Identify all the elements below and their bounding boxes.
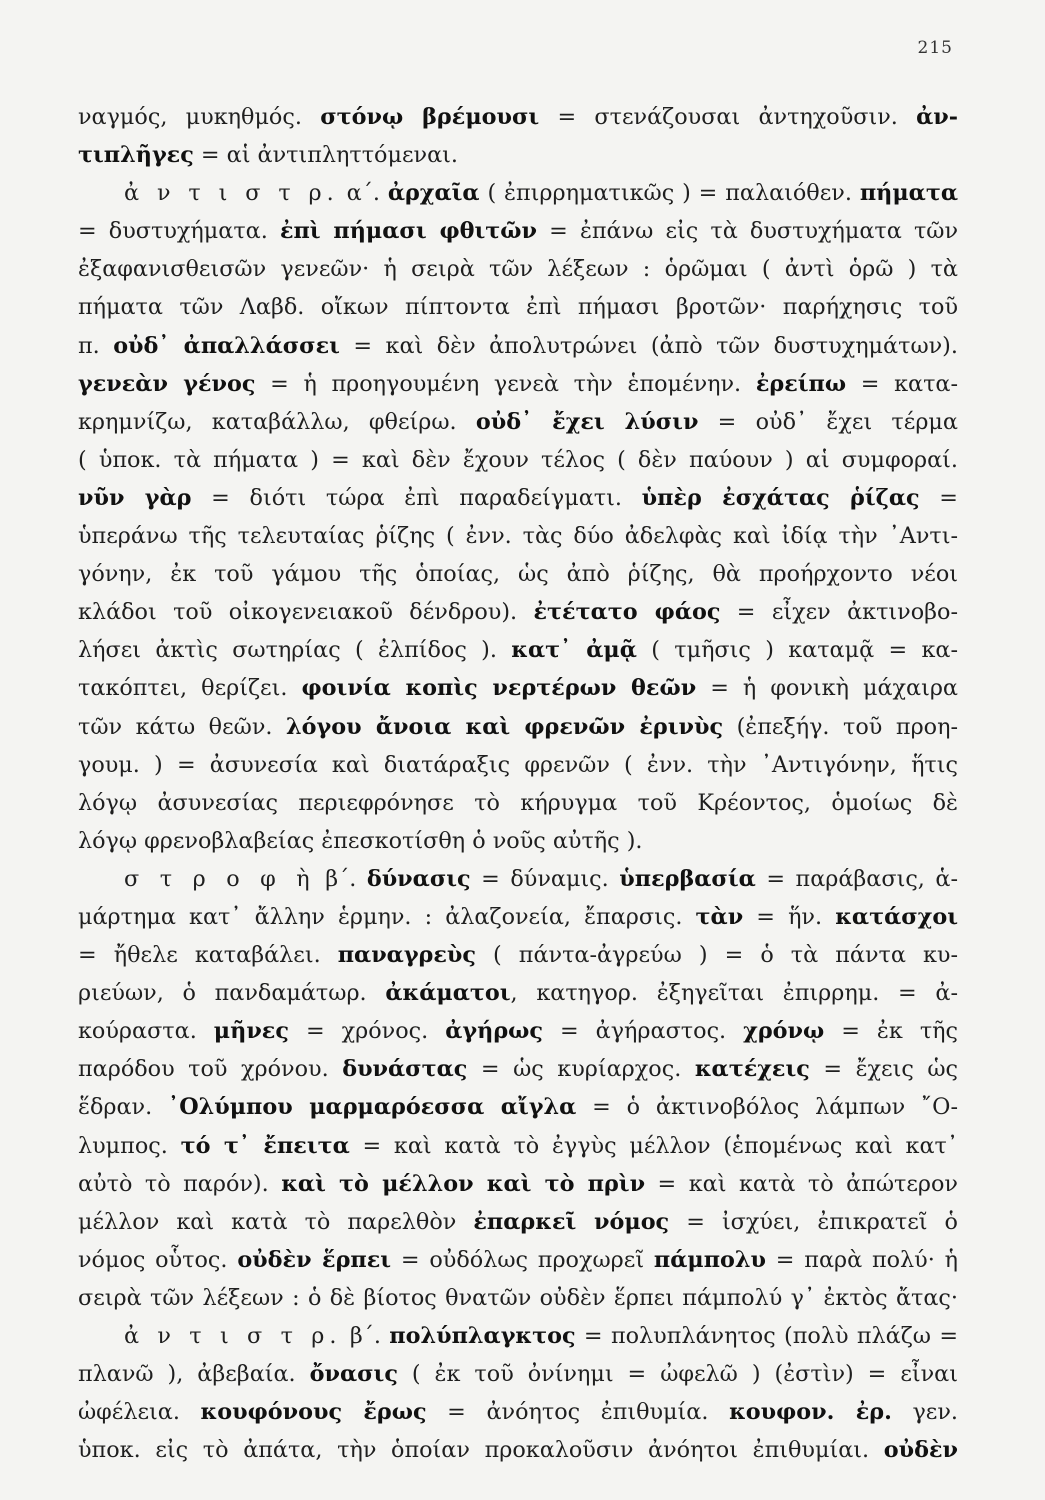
gloss-text: = ἡ φονικὴ μάχαιρα (696, 675, 958, 702)
gloss-text: = κατα- (846, 370, 959, 397)
lemma-term: παναγρεὺς (337, 942, 476, 969)
text-line (78, 136, 958, 174)
lemma-term: στόνῳ βρέμουσι (320, 104, 540, 130)
gloss-text: πήματα τῶν Λαβδ. οἴκων πίπτοντα ἐπὶ πήμασι βροτῶν· παρήχησις τοῦ (78, 294, 958, 321)
text-line (78, 708, 958, 746)
text-line (78, 1127, 958, 1165)
gloss-text: α΄. (338, 180, 388, 207)
gloss-text: , κατηγορ. ἐξηγεῖται ἐπιρρημ. = ἀ- (510, 980, 958, 1007)
lemma-term: οὐδ᾽ ἔχει λύσιν (475, 408, 699, 435)
gloss-text: ἀ ν τ ι σ τ ρ. (124, 1323, 342, 1349)
text-line (78, 1203, 958, 1241)
gloss-text: β΄. (341, 1323, 390, 1349)
gloss-text: σ τ ρ ο φ ὴ (124, 865, 315, 892)
gloss-text: σειρὰ τῶν λέξεων : ὁ δὲ βίοτος θνατῶν οὐδὲν ἕρπει πάμπολύ γ᾽ ἐκτὸς ἄτας· (78, 1284, 958, 1311)
text-line (78, 860, 958, 898)
gloss-text: = εἶχεν ἀκτινοβο- (720, 599, 958, 626)
text-line (78, 593, 958, 631)
gloss-text: (ἐπεξήγ. τοῦ προη- (723, 713, 958, 740)
gloss-text: γόνην, ἐκ τοῦ γάμου τῆς ὁποίας, ὡς ἀπὸ ῥίζης, θὰ προήρχοντο νέοι (78, 561, 958, 588)
lemma-term: τό τ᾽ ἔπειτα (180, 1132, 350, 1159)
gloss-text: = οὐδόλως προχωρεῖ (391, 1246, 654, 1273)
gloss-text: αὐτὸ τὸ παρόν). (78, 1170, 282, 1197)
gloss-text: νόμος οὗτος. (78, 1246, 238, 1273)
lemma-term: κατ᾽ ἀμᾷ (511, 637, 637, 664)
lemma-term: γενεὰν γένος (78, 370, 256, 397)
text-line (78, 1241, 958, 1279)
text-line (78, 212, 958, 250)
gloss-text: παρόδου τοῦ χρόνου. (78, 1056, 343, 1083)
lemma-term: ἀκάματοι (385, 980, 511, 1007)
gloss-text: ἕδραν. (78, 1094, 169, 1121)
lemma-term: πάμπολυ (653, 1246, 766, 1273)
lemma-term: μῆνες (213, 1018, 289, 1045)
lemma-term: ἀν- (916, 104, 959, 130)
lemma-term: πολύπλαγκτος (389, 1323, 576, 1349)
gloss-text: γουμ. ) = ἀσυνεσία καὶ διατάραξις φρενῶν ( ἐνν. τὴν ᾿Αντιγόνην, ἥτις (78, 751, 958, 778)
lemma-term: τιπλῆγες (78, 142, 194, 169)
gloss-text: = ὁ ἀκτινοβόλος λάμπων ῎Ο- (576, 1094, 958, 1121)
text-line (78, 1165, 958, 1203)
lemma-term: ἐπὶ πήμασι φθιτῶν (279, 218, 537, 245)
text-line (78, 936, 958, 974)
gloss-text: = καὶ κατὰ τὸ ἀπώτερον (645, 1170, 958, 1197)
text-line (78, 974, 958, 1012)
lemma-term: κουφόνους ἔρως (200, 1399, 427, 1426)
text-line (78, 517, 958, 555)
gloss-text: μέλλον καὶ κατὰ τὸ παρελθὸν (78, 1208, 474, 1235)
lemma-term: οὐδ᾽ ἀπαλλάσσει (113, 332, 340, 359)
text-line (78, 288, 958, 326)
text-line (78, 403, 958, 441)
gloss-text: β΄. (314, 865, 367, 892)
gloss-text: = (919, 484, 958, 511)
gloss-text: λόγῳ ἀσυνεσίας περιεφρόνησε τὸ κήρυγμα τοῦ Κρέοντος, ὁμοίως δὲ (78, 789, 958, 816)
gloss-text: λυμπος. (78, 1132, 181, 1159)
lemma-term: λόγου ἄνοια καὶ φρενῶν ἐρινὺς (286, 713, 724, 740)
gloss-text: = δύναμις. (470, 865, 620, 892)
lemma-term: οὐδὲν (883, 1437, 958, 1464)
gloss-text: = ἰσχύει, ἐπικρατεῖ ὁ (669, 1208, 958, 1235)
lemma-term: κατέχεις (694, 1056, 810, 1083)
text-line (78, 1088, 958, 1126)
gloss-text: π. (78, 332, 114, 359)
gloss-text: = πολυπλάνητος (πολὺ πλάζω = (575, 1323, 958, 1349)
text-line (78, 327, 958, 365)
lemma-term: καὶ τὸ μέλλον καὶ τὸ πρὶν (281, 1170, 646, 1197)
lemma-term: κατάσχοι (835, 903, 958, 930)
gloss-text: μάρτημα κατ᾽ ἄλλην ἑρμην. : ἀλαζονεία, ἔπαρσις. (78, 903, 696, 930)
gloss-text: = χρόνος. (288, 1018, 446, 1045)
lemma-term: ὄνασις (309, 1361, 398, 1388)
text-line (78, 555, 958, 593)
text-line (78, 746, 958, 784)
commentary-text (78, 98, 958, 1469)
text-line (78, 441, 958, 479)
gloss-text: ἀ ν τ ι σ τ ρ. (124, 180, 339, 207)
gloss-text: ( ἐπιρρηματικῶς ) = παλαιόθεν. (479, 180, 860, 207)
gloss-text: = ἀνόητος ἐπιθυμία. (426, 1399, 730, 1426)
gloss-text: κλάδοι τοῦ οἰκογενειακοῦ δένδρου). (78, 599, 534, 626)
gloss-text: = στενάζουσαι ἀντηχοῦσιν. (539, 104, 917, 130)
gloss-text: τακόπτει, θερίζει. (78, 675, 302, 702)
lemma-term: ἀρχαῖα (387, 180, 480, 207)
text-line (78, 822, 958, 860)
gloss-text: = αἱ ἀντιπληττόμεναι. (193, 142, 458, 169)
gloss-text: ναγμός, μυκηθμός. (78, 104, 321, 130)
gloss-text: = διότι τώρα ἐπὶ παραδείγματι. (191, 484, 642, 511)
text-line (78, 250, 958, 288)
text-line (78, 784, 958, 822)
gloss-text: = παράβασις, ἁ- (755, 865, 959, 892)
gloss-text: γεν. (891, 1399, 958, 1426)
gloss-text: ἐξαφανισθεισῶν γενεῶν· ἡ σειρὰ τῶν λέξεων : ὁρῶμαι ( ἀντὶ ὁρῶ ) τὰ (78, 256, 958, 283)
gloss-text: ριεύων, ὁ πανδαμάτωρ. (78, 980, 386, 1007)
lemma-term: ᾿Ολύμπου μαρμαρόεσσα αἴγλα (168, 1094, 577, 1121)
gloss-text: ( ἐκ τοῦ ὀνίνημι = ὠφελῶ ) (ἐστὶν) = εἶναι (397, 1361, 958, 1388)
text-line (78, 174, 958, 212)
gloss-text: τῶν κάτω θεῶν. (78, 713, 287, 740)
lemma-term: ἀγήρως (445, 1018, 543, 1045)
text-line (78, 1050, 958, 1088)
gloss-text: κρημνίζω, καταβάλλω, φθείρω. (78, 408, 476, 435)
lemma-term: κουφον. ἐρ. (729, 1399, 892, 1426)
text-line (78, 1393, 958, 1431)
text-line (78, 1279, 958, 1317)
text-line (78, 1317, 958, 1355)
lemma-term: ἐρείπω (755, 370, 847, 397)
lemma-term: ἐπαρκεῖ νόμος (473, 1208, 670, 1235)
lemma-term: ὑπὲρ ἐσχάτας ῥίζας (641, 484, 920, 511)
gloss-text: = καὶ κατὰ τὸ ἐγγὺς μέλλον (ἑπομένως καὶ κατ᾽ (349, 1132, 958, 1159)
lemma-term: φοινία κοπὶς νερτέρων θεῶν (301, 675, 697, 702)
lemma-term: ἐτέτατο φάος (533, 599, 721, 626)
gloss-text: ὠφέλεια. (78, 1399, 201, 1426)
gloss-text: πλανῶ ), ἀβεβαία. (78, 1361, 310, 1388)
text-line (78, 365, 958, 403)
text-line (78, 98, 958, 136)
gloss-text: = οὐδ᾽ ἔχει τέρμα (698, 408, 958, 435)
text-line (78, 479, 958, 517)
gloss-text: = ἔχεις ὡς (809, 1056, 959, 1083)
lemma-term: χρόνῳ (743, 1018, 825, 1045)
text-line (78, 898, 958, 936)
lemma-term: οὐδὲν ἕρπει (237, 1246, 392, 1273)
gloss-text: κούραστα. (78, 1018, 214, 1045)
gloss-text: ( τμῆσις ) καταμᾷ = κα- (636, 637, 958, 664)
text-line (78, 631, 958, 669)
text-line (78, 669, 958, 707)
gloss-text: = καὶ δὲν ἀπολυτρώνει (ἀπὸ τῶν δυστυχημάτων). (339, 332, 958, 359)
lemma-term: τὰν (695, 903, 744, 930)
lemma-term: δύνασις (366, 865, 471, 892)
text-line (78, 1012, 958, 1050)
page-number: 215 (917, 38, 953, 58)
gloss-text: = ἐπάνω εἰς τὰ δυστυχήματα τῶν (537, 218, 959, 245)
gloss-text: = δυστυχήματα. (78, 218, 280, 245)
gloss-text: = ἤθελε καταβάλει. (78, 942, 338, 969)
gloss-text: ὑποκ. εἰς τὸ ἀπάτα, τὴν ὁποίαν προκαλοῦσιν ἀνόητοι ἐπιθυμίαι. (78, 1437, 884, 1464)
gloss-text: = ἀγήραστος. (542, 1018, 744, 1045)
gloss-text: λήσει ἀκτὶς σωτηρίας ( ἐλπίδος ). (78, 637, 512, 664)
text-line (78, 1355, 958, 1393)
gloss-text: = παρὰ πολύ· ἡ (766, 1246, 958, 1273)
gloss-text: = ἐκ τῆς (824, 1018, 959, 1045)
gloss-text: λόγῳ φρενοβλαβείας ἐπεσκοτίσθη ὁ νοῦς αὐτῆς ). (78, 827, 643, 854)
lemma-term: νῦν γὰρ (78, 484, 192, 511)
gloss-text: ( πάντα-ἀγρεύω ) = ὁ τὰ πάντα κυ- (475, 942, 958, 969)
gloss-text: = ἡ προηγουμένη γενεὰ τὴν ἑπομένην. (255, 370, 756, 397)
gloss-text: = ὡς κυρίαρχος. (467, 1056, 695, 1083)
gloss-text: = ἥν. (743, 903, 836, 930)
lemma-term: δυνάστας (342, 1056, 468, 1083)
text-line (78, 1431, 958, 1469)
gloss-text: ( ὑποκ. τὰ πήματα ) = καὶ δὲν ἔχουν τέλος ( δὲν παύουν ) αἱ συμφοραί. (78, 446, 958, 473)
lemma-term: πήματα (859, 180, 958, 207)
lemma-term: ὑπερβασία (619, 865, 756, 892)
gloss-text: ὑπεράνω τῆς τελευταίας ῥίζης ( ἐνν. τὰς δύο ἀδελφὰς καὶ ἰδίᾳ τὴν ᾿Αντι- (78, 523, 958, 550)
